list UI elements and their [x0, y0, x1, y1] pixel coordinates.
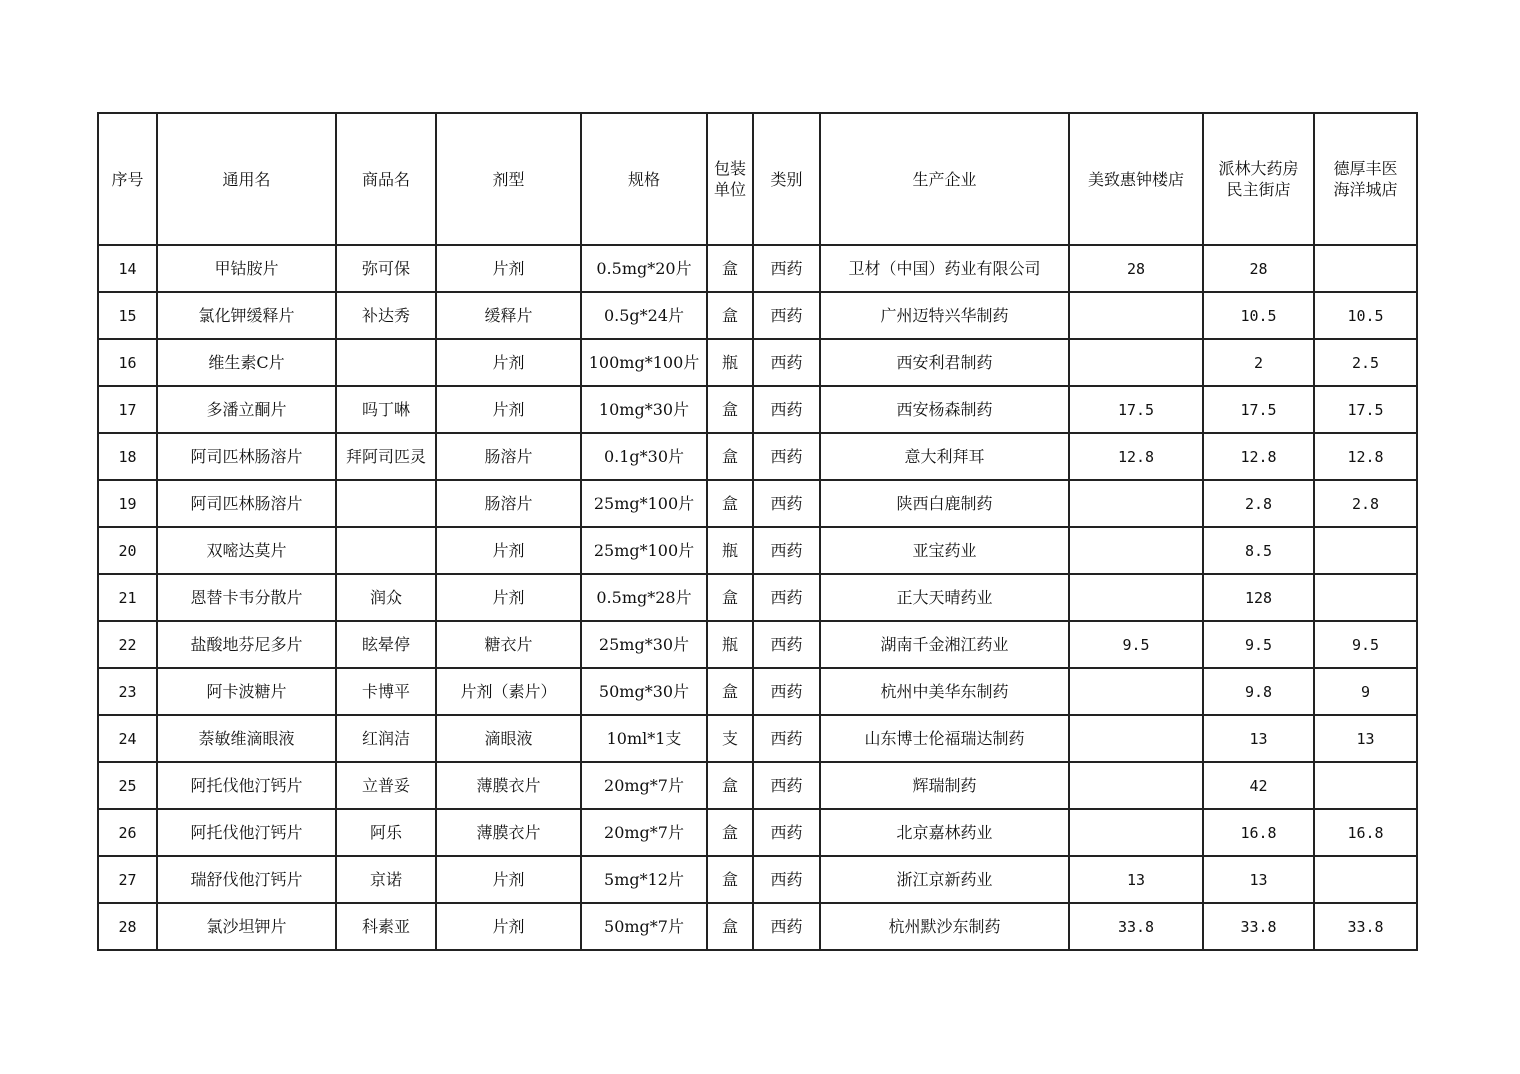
cell-store2: 33.8 [1203, 903, 1314, 950]
column-header-label: 美致惠钟楼店 [1087, 169, 1184, 189]
cell-dosage-form: 片剂 [436, 574, 581, 621]
cell-dosage-form: 肠溶片 [436, 480, 581, 527]
cell-pack-unit: 盒 [707, 386, 753, 433]
cell-brand-name: 拜阿司匹灵 [336, 433, 436, 480]
cell-store3: 2.5 [1314, 339, 1417, 386]
cell-generic-name: 恩替卡韦分散片 [157, 574, 336, 621]
table-row [98, 386, 1417, 433]
table-row [98, 339, 1417, 386]
cell-manufacturer: 正大天晴药业 [820, 574, 1069, 621]
cell-manufacturer: 广州迈特兴华制药 [820, 292, 1069, 339]
table-row [98, 527, 1417, 574]
cell-category: 西药 [753, 386, 820, 433]
column-header-category [753, 113, 820, 245]
cell-store3: 16.8 [1314, 809, 1417, 856]
cell-spec: 0.5mg*20片 [581, 245, 707, 292]
cell-spec: 0.5mg*28片 [581, 574, 707, 621]
cell-store2: 128 [1203, 574, 1314, 621]
cell-category: 西药 [753, 668, 820, 715]
table-row [98, 574, 1417, 621]
table-row [98, 762, 1417, 809]
cell-category: 西药 [753, 715, 820, 762]
cell-store1: 13 [1069, 856, 1203, 903]
table-row [98, 856, 1417, 903]
cell-spec: 20mg*7片 [581, 809, 707, 856]
cell-spec: 50mg*7片 [581, 903, 707, 950]
cell-seq: 28 [98, 903, 157, 950]
cell-store1: 17.5 [1069, 386, 1203, 433]
cell-dosage-form: 片剂 [436, 386, 581, 433]
cell-manufacturer: 西安利君制药 [820, 339, 1069, 386]
cell-seq: 14 [98, 245, 157, 292]
column-header-label: 生产企业 [912, 169, 977, 189]
cell-store1 [1069, 339, 1203, 386]
table-row [98, 809, 1417, 856]
cell-spec: 25mg*100片 [581, 480, 707, 527]
cell-generic-name: 阿司匹林肠溶片 [157, 433, 336, 480]
cell-dosage-form: 片剂 [436, 903, 581, 950]
cell-manufacturer: 卫材（中国）药业有限公司 [820, 245, 1069, 292]
cell-manufacturer: 湖南千金湘江药业 [820, 621, 1069, 668]
cell-store3: 2.8 [1314, 480, 1417, 527]
cell-dosage-form: 片剂 [436, 339, 581, 386]
cell-manufacturer: 北京嘉林药业 [820, 809, 1069, 856]
cell-pack-unit: 盒 [707, 856, 753, 903]
drug-price-table [97, 112, 1418, 951]
cell-pack-unit: 盒 [707, 809, 753, 856]
cell-seq: 15 [98, 292, 157, 339]
cell-store2: 16.8 [1203, 809, 1314, 856]
cell-dosage-form: 糖衣片 [436, 621, 581, 668]
cell-manufacturer: 杭州默沙东制药 [820, 903, 1069, 950]
cell-dosage-form: 缓释片 [436, 292, 581, 339]
cell-pack-unit: 盒 [707, 292, 753, 339]
cell-store2: 42 [1203, 762, 1314, 809]
cell-dosage-form: 片剂 [436, 245, 581, 292]
table-row [98, 292, 1417, 339]
cell-spec: 0.1g*30片 [581, 433, 707, 480]
column-header-label: 派林大药房 [1218, 159, 1299, 178]
cell-category: 西药 [753, 856, 820, 903]
cell-generic-name: 氯沙坦钾片 [157, 903, 336, 950]
cell-pack-unit: 瓶 [707, 339, 753, 386]
cell-store2: 12.8 [1203, 433, 1314, 480]
cell-store2: 17.5 [1203, 386, 1314, 433]
column-header-generic-name [157, 113, 336, 245]
cell-store1 [1069, 480, 1203, 527]
cell-brand-name: 眩晕停 [336, 621, 436, 668]
cell-brand-name: 弥可保 [336, 245, 436, 292]
cell-pack-unit: 盒 [707, 574, 753, 621]
cell-brand-name: 卡博平 [336, 668, 436, 715]
cell-pack-unit: 瓶 [707, 527, 753, 574]
cell-store3 [1314, 245, 1417, 292]
cell-seq: 23 [98, 668, 157, 715]
cell-category: 西药 [753, 245, 820, 292]
cell-seq: 18 [98, 433, 157, 480]
cell-seq: 19 [98, 480, 157, 527]
cell-manufacturer: 杭州中美华东制药 [820, 668, 1069, 715]
cell-seq: 25 [98, 762, 157, 809]
table-row [98, 715, 1417, 762]
column-header-store3 [1314, 113, 1417, 245]
cell-pack-unit: 盒 [707, 245, 753, 292]
table-row [98, 245, 1417, 292]
column-header-dosage-form [436, 113, 581, 245]
cell-store1: 28 [1069, 245, 1203, 292]
cell-pack-unit: 盒 [707, 433, 753, 480]
cell-category: 西药 [753, 480, 820, 527]
cell-generic-name: 阿托伐他汀钙片 [157, 762, 336, 809]
cell-store3: 9 [1314, 668, 1417, 715]
cell-seq: 21 [98, 574, 157, 621]
cell-store2: 9.8 [1203, 668, 1314, 715]
cell-category: 西药 [753, 621, 820, 668]
cell-store1 [1069, 292, 1203, 339]
cell-brand-name: 立普妥 [336, 762, 436, 809]
table-row [98, 433, 1417, 480]
cell-seq: 22 [98, 621, 157, 668]
cell-store1 [1069, 574, 1203, 621]
cell-spec: 50mg*30片 [581, 668, 707, 715]
cell-store1 [1069, 809, 1203, 856]
cell-manufacturer: 西安杨森制药 [820, 386, 1069, 433]
cell-store3: 9.5 [1314, 621, 1417, 668]
cell-brand-name: 红润洁 [336, 715, 436, 762]
cell-category: 西药 [753, 762, 820, 809]
cell-store1: 9.5 [1069, 621, 1203, 668]
cell-store3: 33.8 [1314, 903, 1417, 950]
table-row [98, 668, 1417, 715]
column-header-spec [581, 113, 707, 245]
cell-generic-name: 双嘧达莫片 [157, 527, 336, 574]
column-header-label: 规格 [627, 169, 660, 189]
column-header-label: 民主街店 [1226, 180, 1291, 199]
column-header-label: 序号 [111, 169, 144, 189]
cell-dosage-form: 薄膜衣片 [436, 762, 581, 809]
cell-spec: 10mg*30片 [581, 386, 707, 433]
cell-store3 [1314, 856, 1417, 903]
cell-store3 [1314, 527, 1417, 574]
table-header-row [98, 113, 1417, 245]
cell-pack-unit: 盒 [707, 903, 753, 950]
cell-generic-name: 阿卡波糖片 [157, 668, 336, 715]
cell-category: 西药 [753, 574, 820, 621]
cell-generic-name: 甲钴胺片 [157, 245, 336, 292]
cell-spec: 100mg*100片 [581, 339, 707, 386]
cell-category: 西药 [753, 433, 820, 480]
cell-manufacturer: 亚宝药业 [820, 527, 1069, 574]
cell-store1 [1069, 762, 1203, 809]
cell-category: 西药 [753, 903, 820, 950]
cell-store2: 9.5 [1203, 621, 1314, 668]
column-header-label: 通用名 [222, 169, 271, 189]
table-body [98, 245, 1417, 950]
cell-spec: 10ml*1支 [581, 715, 707, 762]
cell-pack-unit: 盒 [707, 668, 753, 715]
column-header-label: 海洋城店 [1333, 180, 1398, 199]
cell-brand-name: 吗丁啉 [336, 386, 436, 433]
column-header-label: 包装 [713, 159, 746, 178]
cell-spec: 20mg*7片 [581, 762, 707, 809]
cell-store3 [1314, 574, 1417, 621]
cell-store1 [1069, 715, 1203, 762]
cell-dosage-form: 片剂（素片） [436, 668, 581, 715]
cell-generic-name: 阿司匹林肠溶片 [157, 480, 336, 527]
cell-generic-name: 阿托伐他汀钙片 [157, 809, 336, 856]
cell-store2: 8.5 [1203, 527, 1314, 574]
cell-generic-name: 萘敏维滴眼液 [157, 715, 336, 762]
cell-seq: 20 [98, 527, 157, 574]
column-header-seq [98, 113, 157, 245]
cell-dosage-form: 肠溶片 [436, 433, 581, 480]
cell-brand-name: 阿乐 [336, 809, 436, 856]
cell-generic-name: 盐酸地芬尼多片 [157, 621, 336, 668]
cell-store1 [1069, 527, 1203, 574]
cell-brand-name [336, 480, 436, 527]
column-header-manufacturer [820, 113, 1069, 245]
cell-store2: 28 [1203, 245, 1314, 292]
cell-brand-name [336, 339, 436, 386]
column-header-pack-unit [707, 113, 753, 245]
cell-generic-name: 维生素C片 [157, 339, 336, 386]
cell-dosage-form: 薄膜衣片 [436, 809, 581, 856]
column-header-label: 剂型 [492, 169, 525, 189]
cell-store3: 17.5 [1314, 386, 1417, 433]
cell-dosage-form: 片剂 [436, 856, 581, 903]
cell-generic-name: 多潘立酮片 [157, 386, 336, 433]
cell-manufacturer: 浙江京新药业 [820, 856, 1069, 903]
cell-seq: 17 [98, 386, 157, 433]
column-header-store2 [1203, 113, 1314, 245]
cell-store2: 13 [1203, 856, 1314, 903]
cell-category: 西药 [753, 527, 820, 574]
cell-store2: 2.8 [1203, 480, 1314, 527]
cell-spec: 5mg*12片 [581, 856, 707, 903]
column-header-label: 德厚丰医 [1333, 159, 1398, 178]
cell-spec: 25mg*30片 [581, 621, 707, 668]
cell-dosage-form: 滴眼液 [436, 715, 581, 762]
cell-store3: 10.5 [1314, 292, 1417, 339]
cell-pack-unit: 盒 [707, 480, 753, 527]
cell-brand-name [336, 527, 436, 574]
drug-price-table-sheet [97, 112, 1416, 951]
cell-manufacturer: 陕西白鹿制药 [820, 480, 1069, 527]
cell-brand-name: 润众 [336, 574, 436, 621]
cell-brand-name: 京诺 [336, 856, 436, 903]
column-header-store1 [1069, 113, 1203, 245]
cell-store3: 12.8 [1314, 433, 1417, 480]
column-header-label: 类别 [770, 169, 803, 189]
cell-category: 西药 [753, 809, 820, 856]
table-row [98, 480, 1417, 527]
cell-seq: 24 [98, 715, 157, 762]
cell-manufacturer: 山东博士伦福瑞达制药 [820, 715, 1069, 762]
cell-seq: 27 [98, 856, 157, 903]
cell-store1: 33.8 [1069, 903, 1203, 950]
cell-brand-name: 补达秀 [336, 292, 436, 339]
cell-manufacturer: 意大利拜耳 [820, 433, 1069, 480]
column-header-label: 单位 [713, 180, 746, 199]
cell-category: 西药 [753, 292, 820, 339]
cell-dosage-form: 片剂 [436, 527, 581, 574]
cell-brand-name: 科素亚 [336, 903, 436, 950]
cell-store3 [1314, 762, 1417, 809]
cell-spec: 25mg*100片 [581, 527, 707, 574]
cell-category: 西药 [753, 339, 820, 386]
cell-pack-unit: 盒 [707, 762, 753, 809]
cell-pack-unit: 支 [707, 715, 753, 762]
cell-store3: 13 [1314, 715, 1417, 762]
cell-store2: 13 [1203, 715, 1314, 762]
cell-seq: 26 [98, 809, 157, 856]
cell-generic-name: 瑞舒伐他汀钙片 [157, 856, 336, 903]
column-header-label: 商品名 [361, 169, 410, 189]
cell-manufacturer: 辉瑞制药 [820, 762, 1069, 809]
column-header-brand-name [336, 113, 436, 245]
cell-pack-unit: 瓶 [707, 621, 753, 668]
cell-store1: 12.8 [1069, 433, 1203, 480]
cell-seq: 16 [98, 339, 157, 386]
table-row [98, 621, 1417, 668]
cell-store1 [1069, 668, 1203, 715]
table-row [98, 903, 1417, 950]
cell-store2: 10.5 [1203, 292, 1314, 339]
cell-store2: 2 [1203, 339, 1314, 386]
cell-spec: 0.5g*24片 [581, 292, 707, 339]
cell-generic-name: 氯化钾缓释片 [157, 292, 336, 339]
